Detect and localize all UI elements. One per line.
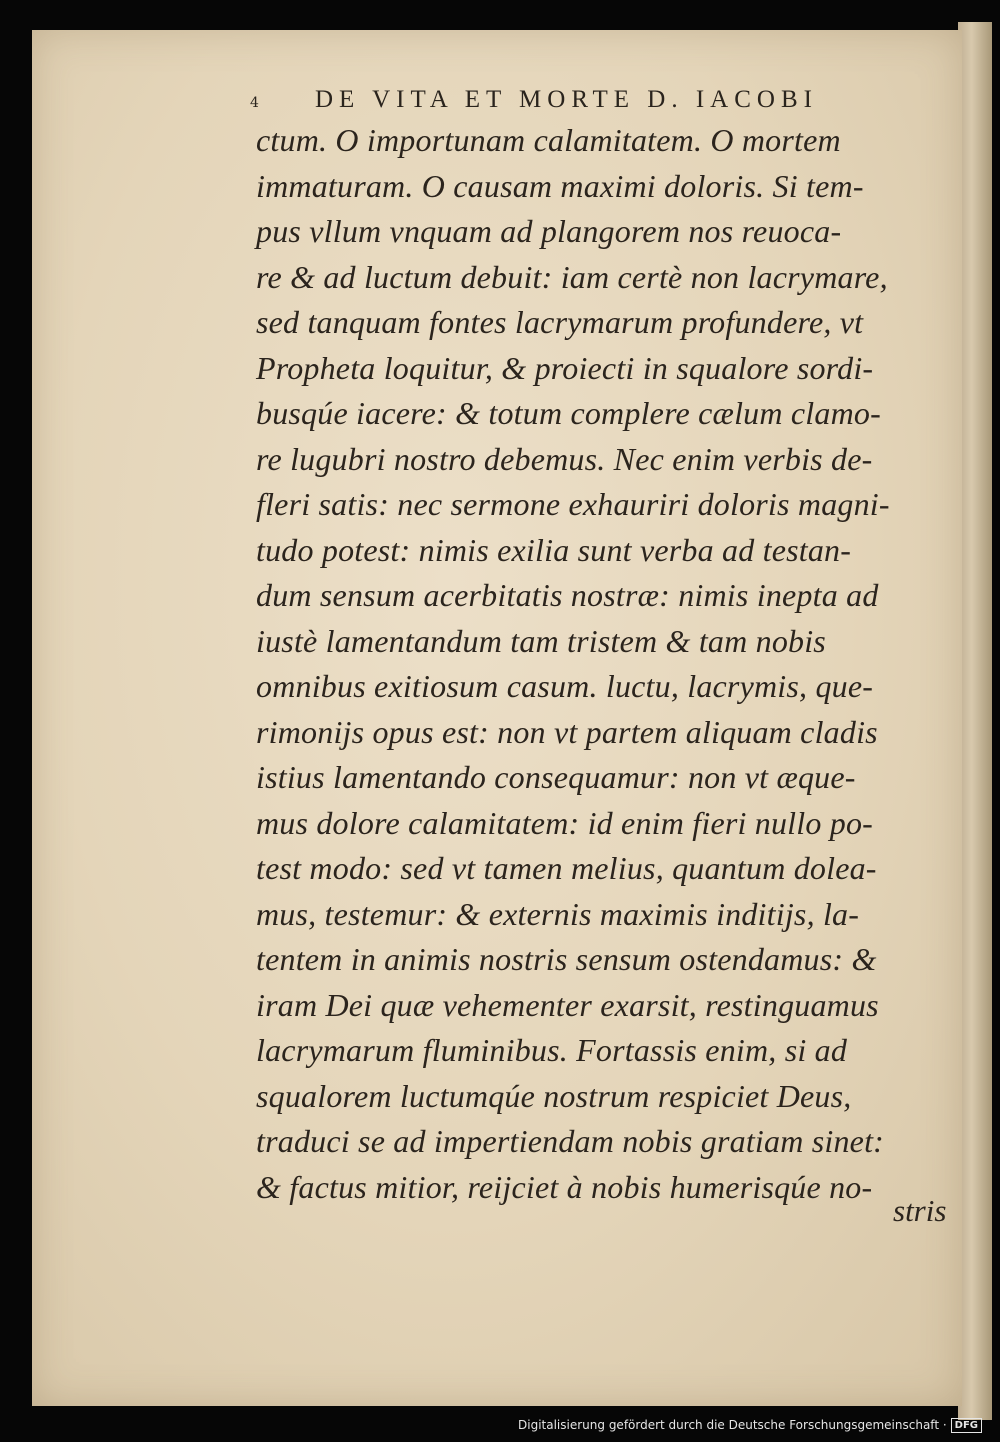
text-line: mus, testemur: & externis maximis inditijs, la- [256,895,860,932]
body-text [256,118,946,1210]
text-line: squalorem luctumqúe nostrum respiciet Deus, [256,1077,852,1114]
page-edge [958,22,992,1420]
text-line: traduci se ad impertiendam nobis gratiam sinet: [256,1123,885,1159]
text-line: omnibus exitiosum casum. luctu, lacrymis, que- [256,668,874,704]
text-line: pus vllum vnquam ad plangorem nos reuoca- [256,213,842,249]
text-line: fleri satis: nec sermone exhauriri doloris magni- [256,486,890,522]
text-line: re lugubri nostro debemus. Nec enim verbis de- [256,440,873,477]
text-line: ctum. O importunam calamitatem. O mortem [256,122,841,158]
text-line: sed tanquam fontes lacrymarum profundere, vt [256,304,864,340]
text-line: mus dolore calamitatem: id enim fieri nullo po- [256,804,874,841]
text-line: Propheta loquitur, & proiecti in squalore sordi- [256,349,874,386]
text-line: busqúe iacere: & totum complere cælum clamo- [256,395,881,431]
text-line: lacrymarum fluminibus. Fortassis enim, si ad [256,1032,848,1068]
text-line: re & ad luctum debuit: iam certè non lacrymare, [256,258,888,295]
text-line: immaturam. O causam maximi doloris. Si tem- [256,167,864,204]
catchword: stris [893,1193,947,1228]
text-line: test modo: sed vt tamen melius, quantum dolea- [256,850,877,886]
page-number: 4 [250,95,259,111]
text-line: dum sensum acerbitatis nostræ: nimis inepta ad [256,577,879,613]
text-line: istius lamentando consequamur: non vt æque- [256,759,856,795]
text-line: & factus mitior, reijciet à nobis humerisqúe no- [256,1168,873,1205]
credit-text: Digitalisierung gefördert durch die Deutsche Forschungsgemeinschaft · [518,1418,947,1432]
running-head-title: DE VITA ET MORTE D. IACOBI [315,86,818,113]
text-line: tudo potest: nimis exilia sunt verba ad testan- [256,531,852,568]
text-line: rimonijs opus est: non vt partem aliquam cladis [256,713,878,750]
text-line: iram Dei quæ vehementer exarsit, restinguamus [256,986,879,1023]
digitization-credit [518,1418,982,1433]
dfg-logo: DFG [951,1418,982,1433]
text-line: iustè lamentandum tam tristem & tam nobis [256,622,826,659]
text-line: tentem in animis nostris sensum ostendamus: & [256,941,877,977]
